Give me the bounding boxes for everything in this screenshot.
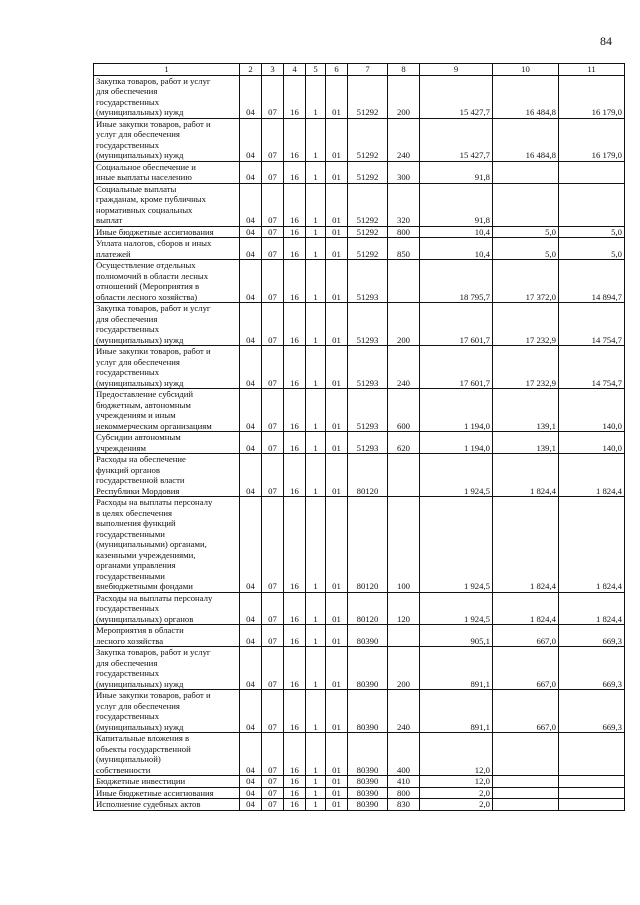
cell-c6: 01 bbox=[326, 625, 348, 647]
row-description: Иные закупки товаров, работ и услуг для обеспечения государственных (муниципальных) нужд bbox=[96, 690, 211, 732]
cell-c5: 1 bbox=[306, 183, 326, 226]
cell-c11: 16 179,0 bbox=[559, 75, 625, 118]
cell-c9: 2,0 bbox=[420, 787, 493, 799]
row-description: Исполнение судебных актов bbox=[96, 799, 201, 809]
cell-c3: 07 bbox=[262, 389, 284, 432]
cell-c3: 07 bbox=[262, 260, 284, 303]
cell-c8 bbox=[388, 454, 420, 497]
row-description: Социальные выплаты гражданам, кроме публичных нормативных социальных выплат bbox=[96, 183, 206, 225]
cell-c10 bbox=[493, 733, 559, 776]
column-header: 6 bbox=[326, 64, 348, 76]
cell-c4: 16 bbox=[284, 389, 306, 432]
cell-c3: 07 bbox=[262, 183, 284, 226]
cell-c6: 01 bbox=[326, 432, 348, 454]
cell-c3: 07 bbox=[262, 776, 284, 788]
cell-c11: 14 894,7 bbox=[559, 260, 625, 303]
cell-c3: 07 bbox=[262, 161, 284, 183]
row-description-cell bbox=[94, 226, 240, 238]
cell-c10: 1 824,4 bbox=[493, 454, 559, 497]
cell-c11 bbox=[559, 161, 625, 183]
cell-c3: 07 bbox=[262, 497, 284, 593]
cell-c3: 07 bbox=[262, 346, 284, 389]
column-header: 9 bbox=[420, 64, 493, 76]
cell-c2: 04 bbox=[240, 647, 262, 690]
cell-c5: 1 bbox=[306, 432, 326, 454]
row-description-cell bbox=[94, 161, 240, 183]
cell-c2: 04 bbox=[240, 346, 262, 389]
cell-c7: 51292 bbox=[348, 238, 388, 260]
cell-c10: 5,0 bbox=[493, 226, 559, 238]
cell-c5: 1 bbox=[306, 75, 326, 118]
header-row bbox=[94, 64, 625, 76]
cell-c6: 01 bbox=[326, 260, 348, 303]
cell-c4: 16 bbox=[284, 454, 306, 497]
row-description: Социальное обеспечение и иные выплаты населению bbox=[96, 161, 196, 182]
cell-c4: 16 bbox=[284, 238, 306, 260]
cell-c8: 410 bbox=[388, 776, 420, 788]
table-row bbox=[94, 118, 625, 161]
cell-c5: 1 bbox=[306, 776, 326, 788]
cell-c2: 04 bbox=[240, 776, 262, 788]
cell-c5: 1 bbox=[306, 647, 326, 690]
column-header: 7 bbox=[348, 64, 388, 76]
row-description: Иные закупки товаров, работ и услуг для обеспечения государственных (муниципальных) нужд bbox=[96, 118, 211, 160]
cell-c2: 04 bbox=[240, 260, 262, 303]
cell-c10: 16 484,8 bbox=[493, 75, 559, 118]
cell-c6: 01 bbox=[326, 592, 348, 625]
cell-c2: 04 bbox=[240, 183, 262, 226]
cell-c6: 01 bbox=[326, 799, 348, 811]
table-row bbox=[94, 647, 625, 690]
cell-c10: 17 232,9 bbox=[493, 303, 559, 346]
cell-c8: 120 bbox=[388, 592, 420, 625]
cell-c7: 80120 bbox=[348, 497, 388, 593]
cell-c5: 1 bbox=[306, 303, 326, 346]
cell-c7: 80120 bbox=[348, 454, 388, 497]
row-description-cell bbox=[94, 303, 240, 346]
row-description-cell bbox=[94, 647, 240, 690]
row-description-cell bbox=[94, 389, 240, 432]
row-description-cell bbox=[94, 183, 240, 226]
cell-c9: 18 795,7 bbox=[420, 260, 493, 303]
cell-c11: 140,0 bbox=[559, 432, 625, 454]
cell-c11: 5,0 bbox=[559, 238, 625, 260]
cell-c9: 1 924,5 bbox=[420, 592, 493, 625]
column-header: 11 bbox=[559, 64, 625, 76]
cell-c6: 01 bbox=[326, 497, 348, 593]
cell-c8: 200 bbox=[388, 75, 420, 118]
cell-c3: 07 bbox=[262, 75, 284, 118]
row-description-cell bbox=[94, 625, 240, 647]
cell-c7: 51293 bbox=[348, 389, 388, 432]
cell-c5: 1 bbox=[306, 118, 326, 161]
column-header: 1 bbox=[94, 64, 240, 76]
row-description: Капитальные вложения в объекты государственной (муниципальной) собственности bbox=[96, 733, 191, 775]
cell-c9: 12,0 bbox=[420, 733, 493, 776]
cell-c5: 1 bbox=[306, 260, 326, 303]
cell-c2: 04 bbox=[240, 161, 262, 183]
cell-c10: 17 372,0 bbox=[493, 260, 559, 303]
cell-c10: 1 824,4 bbox=[493, 592, 559, 625]
cell-c3: 07 bbox=[262, 226, 284, 238]
cell-c2: 04 bbox=[240, 733, 262, 776]
cell-c7: 80390 bbox=[348, 625, 388, 647]
cell-c3: 07 bbox=[262, 118, 284, 161]
cell-c8: 850 bbox=[388, 238, 420, 260]
cell-c10: 1 824,4 bbox=[493, 497, 559, 593]
row-description: Расходы на выплаты персоналу в целях обеспечения выполнения функций государственными (муниципальными) органами, казенными учреждениями, органами управления государственными внебюджетными фондами bbox=[96, 497, 213, 591]
cell-c8: 800 bbox=[388, 226, 420, 238]
table-row bbox=[94, 183, 625, 226]
cell-c2: 04 bbox=[240, 690, 262, 733]
cell-c6: 01 bbox=[326, 454, 348, 497]
cell-c9: 91,8 bbox=[420, 183, 493, 226]
cell-c2: 04 bbox=[240, 75, 262, 118]
cell-c2: 04 bbox=[240, 389, 262, 432]
cell-c4: 16 bbox=[284, 183, 306, 226]
cell-c10 bbox=[493, 776, 559, 788]
cell-c3: 07 bbox=[262, 432, 284, 454]
row-description: Иные бюджетные ассигнования bbox=[96, 226, 214, 237]
row-description-cell bbox=[94, 454, 240, 497]
cell-c9: 10,4 bbox=[420, 226, 493, 238]
cell-c7: 80120 bbox=[348, 592, 388, 625]
cell-c6: 01 bbox=[326, 75, 348, 118]
page-number: 84 bbox=[600, 34, 612, 48]
cell-c5: 1 bbox=[306, 497, 326, 593]
row-description: Мероприятия в области лесного хозяйства bbox=[96, 625, 184, 646]
cell-c11: 1 824,4 bbox=[559, 592, 625, 625]
cell-c7: 80390 bbox=[348, 733, 388, 776]
row-description-cell bbox=[94, 776, 240, 788]
cell-c11: 669,3 bbox=[559, 625, 625, 647]
column-header: 4 bbox=[284, 64, 306, 76]
cell-c8: 200 bbox=[388, 647, 420, 690]
budget-table bbox=[93, 63, 625, 811]
cell-c4: 16 bbox=[284, 733, 306, 776]
cell-c4: 16 bbox=[284, 346, 306, 389]
table-row bbox=[94, 75, 625, 118]
cell-c7: 51292 bbox=[348, 183, 388, 226]
cell-c4: 16 bbox=[284, 260, 306, 303]
cell-c10: 139,1 bbox=[493, 389, 559, 432]
cell-c5: 1 bbox=[306, 592, 326, 625]
column-header: 3 bbox=[262, 64, 284, 76]
cell-c10: 16 484,8 bbox=[493, 118, 559, 161]
cell-c6: 01 bbox=[326, 776, 348, 788]
cell-c3: 07 bbox=[262, 647, 284, 690]
table-row bbox=[94, 346, 625, 389]
cell-c8: 100 bbox=[388, 497, 420, 593]
cell-c6: 01 bbox=[326, 346, 348, 389]
cell-c2: 04 bbox=[240, 497, 262, 593]
cell-c4: 16 bbox=[284, 787, 306, 799]
cell-c7: 51293 bbox=[348, 303, 388, 346]
cell-c9: 15 427,7 bbox=[420, 118, 493, 161]
table-row bbox=[94, 497, 625, 593]
cell-c4: 16 bbox=[284, 690, 306, 733]
cell-c5: 1 bbox=[306, 454, 326, 497]
row-description-cell bbox=[94, 118, 240, 161]
cell-c8: 200 bbox=[388, 303, 420, 346]
cell-c6: 01 bbox=[326, 238, 348, 260]
cell-c4: 16 bbox=[284, 303, 306, 346]
table-body bbox=[94, 64, 625, 811]
cell-c3: 07 bbox=[262, 799, 284, 811]
cell-c2: 04 bbox=[240, 787, 262, 799]
row-description-cell bbox=[94, 799, 240, 811]
cell-c8: 800 bbox=[388, 787, 420, 799]
cell-c10: 17 232,9 bbox=[493, 346, 559, 389]
cell-c8: 400 bbox=[388, 733, 420, 776]
cell-c9: 17 601,7 bbox=[420, 346, 493, 389]
row-description: Бюджетные инвестиции bbox=[96, 776, 186, 786]
cell-c6: 01 bbox=[326, 647, 348, 690]
column-header: 10 bbox=[493, 64, 559, 76]
cell-c5: 1 bbox=[306, 690, 326, 733]
row-description-cell bbox=[94, 75, 240, 118]
table-row bbox=[94, 303, 625, 346]
cell-c7: 51292 bbox=[348, 226, 388, 238]
table-row bbox=[94, 787, 625, 799]
cell-c8: 830 bbox=[388, 799, 420, 811]
table-row bbox=[94, 625, 625, 647]
cell-c3: 07 bbox=[262, 238, 284, 260]
cell-c2: 04 bbox=[240, 226, 262, 238]
cell-c8: 300 bbox=[388, 161, 420, 183]
cell-c9: 2,0 bbox=[420, 799, 493, 811]
cell-c2: 04 bbox=[240, 303, 262, 346]
row-description: Иные закупки товаров, работ и услуг для обеспечения государственных (муниципальных) нужд bbox=[96, 346, 211, 388]
cell-c9: 1 194,0 bbox=[420, 432, 493, 454]
table-row bbox=[94, 690, 625, 733]
cell-c7: 51293 bbox=[348, 260, 388, 303]
cell-c7: 80390 bbox=[348, 776, 388, 788]
cell-c11 bbox=[559, 799, 625, 811]
cell-c11: 5,0 bbox=[559, 226, 625, 238]
cell-c9: 91,8 bbox=[420, 161, 493, 183]
row-description: Закупка товаров, работ и услуг для обеспечения государственных (муниципальных) нужд bbox=[96, 75, 211, 117]
cell-c4: 16 bbox=[284, 497, 306, 593]
table-row bbox=[94, 432, 625, 454]
row-description: Предоставление субсидий бюджетным, автономным учреждениям и иным некоммерческим организациям bbox=[96, 389, 212, 431]
cell-c5: 1 bbox=[306, 733, 326, 776]
cell-c4: 16 bbox=[284, 432, 306, 454]
cell-c6: 01 bbox=[326, 161, 348, 183]
cell-c3: 07 bbox=[262, 592, 284, 625]
cell-c9: 905,1 bbox=[420, 625, 493, 647]
cell-c2: 04 bbox=[240, 454, 262, 497]
row-description-cell bbox=[94, 497, 240, 593]
column-header: 8 bbox=[388, 64, 420, 76]
cell-c9: 1 194,0 bbox=[420, 389, 493, 432]
cell-c3: 07 bbox=[262, 733, 284, 776]
cell-c9: 891,1 bbox=[420, 647, 493, 690]
row-description-cell bbox=[94, 238, 240, 260]
cell-c11 bbox=[559, 776, 625, 788]
row-description-cell bbox=[94, 432, 240, 454]
cell-c9: 1 924,5 bbox=[420, 454, 493, 497]
cell-c10 bbox=[493, 183, 559, 226]
row-description: Закупка товаров, работ и услуг для обеспечения государственных (муниципальных) нужд bbox=[96, 647, 211, 689]
cell-c2: 04 bbox=[240, 238, 262, 260]
row-description: Иные бюджетные ассигнования bbox=[96, 787, 214, 798]
cell-c10: 5,0 bbox=[493, 238, 559, 260]
table-row bbox=[94, 161, 625, 183]
cell-c3: 07 bbox=[262, 303, 284, 346]
cell-c4: 16 bbox=[284, 625, 306, 647]
row-description: Уплата налогов, сборов и иных платежей bbox=[96, 238, 212, 259]
cell-c2: 04 bbox=[240, 432, 262, 454]
cell-c8 bbox=[388, 260, 420, 303]
cell-c3: 07 bbox=[262, 454, 284, 497]
cell-c4: 16 bbox=[284, 75, 306, 118]
row-description-cell bbox=[94, 690, 240, 733]
cell-c4: 16 bbox=[284, 776, 306, 788]
cell-c7: 80390 bbox=[348, 787, 388, 799]
cell-c11: 16 179,0 bbox=[559, 118, 625, 161]
row-description: Расходы на выплаты персоналу государственных (муниципальных) органов bbox=[96, 592, 213, 624]
cell-c4: 16 bbox=[284, 118, 306, 161]
cell-c11: 669,3 bbox=[559, 690, 625, 733]
cell-c9: 15 427,7 bbox=[420, 75, 493, 118]
cell-c8 bbox=[388, 625, 420, 647]
cell-c8: 620 bbox=[388, 432, 420, 454]
cell-c7: 51292 bbox=[348, 161, 388, 183]
table-row bbox=[94, 226, 625, 238]
cell-c9: 1 924,5 bbox=[420, 497, 493, 593]
cell-c9: 891,1 bbox=[420, 690, 493, 733]
cell-c10: 667,0 bbox=[493, 647, 559, 690]
cell-c7: 80390 bbox=[348, 690, 388, 733]
cell-c10: 667,0 bbox=[493, 625, 559, 647]
cell-c11: 669,3 bbox=[559, 647, 625, 690]
table-row bbox=[94, 454, 625, 497]
cell-c7: 80390 bbox=[348, 799, 388, 811]
cell-c5: 1 bbox=[306, 799, 326, 811]
table-row bbox=[94, 733, 625, 776]
cell-c8: 240 bbox=[388, 118, 420, 161]
cell-c5: 1 bbox=[306, 226, 326, 238]
cell-c5: 1 bbox=[306, 161, 326, 183]
cell-c4: 16 bbox=[284, 226, 306, 238]
row-description-cell bbox=[94, 787, 240, 799]
cell-c2: 04 bbox=[240, 592, 262, 625]
cell-c8: 240 bbox=[388, 346, 420, 389]
table-row bbox=[94, 260, 625, 303]
cell-c6: 01 bbox=[326, 118, 348, 161]
cell-c11: 14 754,7 bbox=[559, 303, 625, 346]
column-header: 2 bbox=[240, 64, 262, 76]
cell-c2: 04 bbox=[240, 118, 262, 161]
cell-c7: 51292 bbox=[348, 118, 388, 161]
cell-c5: 1 bbox=[306, 625, 326, 647]
cell-c11 bbox=[559, 183, 625, 226]
cell-c9: 17 601,7 bbox=[420, 303, 493, 346]
cell-c2: 04 bbox=[240, 799, 262, 811]
cell-c10 bbox=[493, 161, 559, 183]
cell-c5: 1 bbox=[306, 787, 326, 799]
cell-c11 bbox=[559, 787, 625, 799]
row-description: Закупка товаров, работ и услуг для обеспечения государственных (муниципальных) нужд bbox=[96, 303, 211, 345]
cell-c6: 01 bbox=[326, 733, 348, 776]
table-row bbox=[94, 799, 625, 811]
cell-c11: 14 754,7 bbox=[559, 346, 625, 389]
cell-c8: 320 bbox=[388, 183, 420, 226]
row-description-cell bbox=[94, 346, 240, 389]
cell-c7: 51293 bbox=[348, 432, 388, 454]
cell-c10: 667,0 bbox=[493, 690, 559, 733]
cell-c5: 1 bbox=[306, 389, 326, 432]
cell-c11: 1 824,4 bbox=[559, 497, 625, 593]
cell-c3: 07 bbox=[262, 690, 284, 733]
row-description-cell bbox=[94, 733, 240, 776]
cell-c3: 07 bbox=[262, 787, 284, 799]
cell-c6: 01 bbox=[326, 303, 348, 346]
cell-c8: 240 bbox=[388, 690, 420, 733]
cell-c11: 140,0 bbox=[559, 389, 625, 432]
cell-c5: 1 bbox=[306, 346, 326, 389]
cell-c10: 139,1 bbox=[493, 432, 559, 454]
cell-c8: 600 bbox=[388, 389, 420, 432]
row-description: Расходы на обеспечение функций органов государственной власти Республики Мордовия bbox=[96, 454, 186, 496]
cell-c4: 16 bbox=[284, 647, 306, 690]
cell-c6: 01 bbox=[326, 226, 348, 238]
cell-c10 bbox=[493, 799, 559, 811]
column-header: 5 bbox=[306, 64, 326, 76]
cell-c9: 10,4 bbox=[420, 238, 493, 260]
row-description: Осуществление отдельных полномочий в области лесных отношений (Мероприятия в области лесного хозяйства) bbox=[96, 260, 209, 302]
row-description-cell bbox=[94, 260, 240, 303]
cell-c5: 1 bbox=[306, 238, 326, 260]
cell-c6: 01 bbox=[326, 787, 348, 799]
cell-c6: 01 bbox=[326, 690, 348, 733]
cell-c9: 12,0 bbox=[420, 776, 493, 788]
cell-c4: 16 bbox=[284, 799, 306, 811]
row-description-cell bbox=[94, 592, 240, 625]
row-description: Субсидии автономным учреждениям bbox=[96, 432, 181, 453]
cell-c4: 16 bbox=[284, 161, 306, 183]
cell-c7: 51293 bbox=[348, 346, 388, 389]
table-row bbox=[94, 389, 625, 432]
table-row bbox=[94, 776, 625, 788]
cell-c3: 07 bbox=[262, 625, 284, 647]
table-row bbox=[94, 592, 625, 625]
table-row bbox=[94, 238, 625, 260]
cell-c6: 01 bbox=[326, 183, 348, 226]
cell-c4: 16 bbox=[284, 592, 306, 625]
cell-c7: 51292 bbox=[348, 75, 388, 118]
cell-c7: 80390 bbox=[348, 647, 388, 690]
cell-c2: 04 bbox=[240, 625, 262, 647]
cell-c11: 1 824,4 bbox=[559, 454, 625, 497]
cell-c11 bbox=[559, 733, 625, 776]
cell-c6: 01 bbox=[326, 389, 348, 432]
cell-c10 bbox=[493, 787, 559, 799]
